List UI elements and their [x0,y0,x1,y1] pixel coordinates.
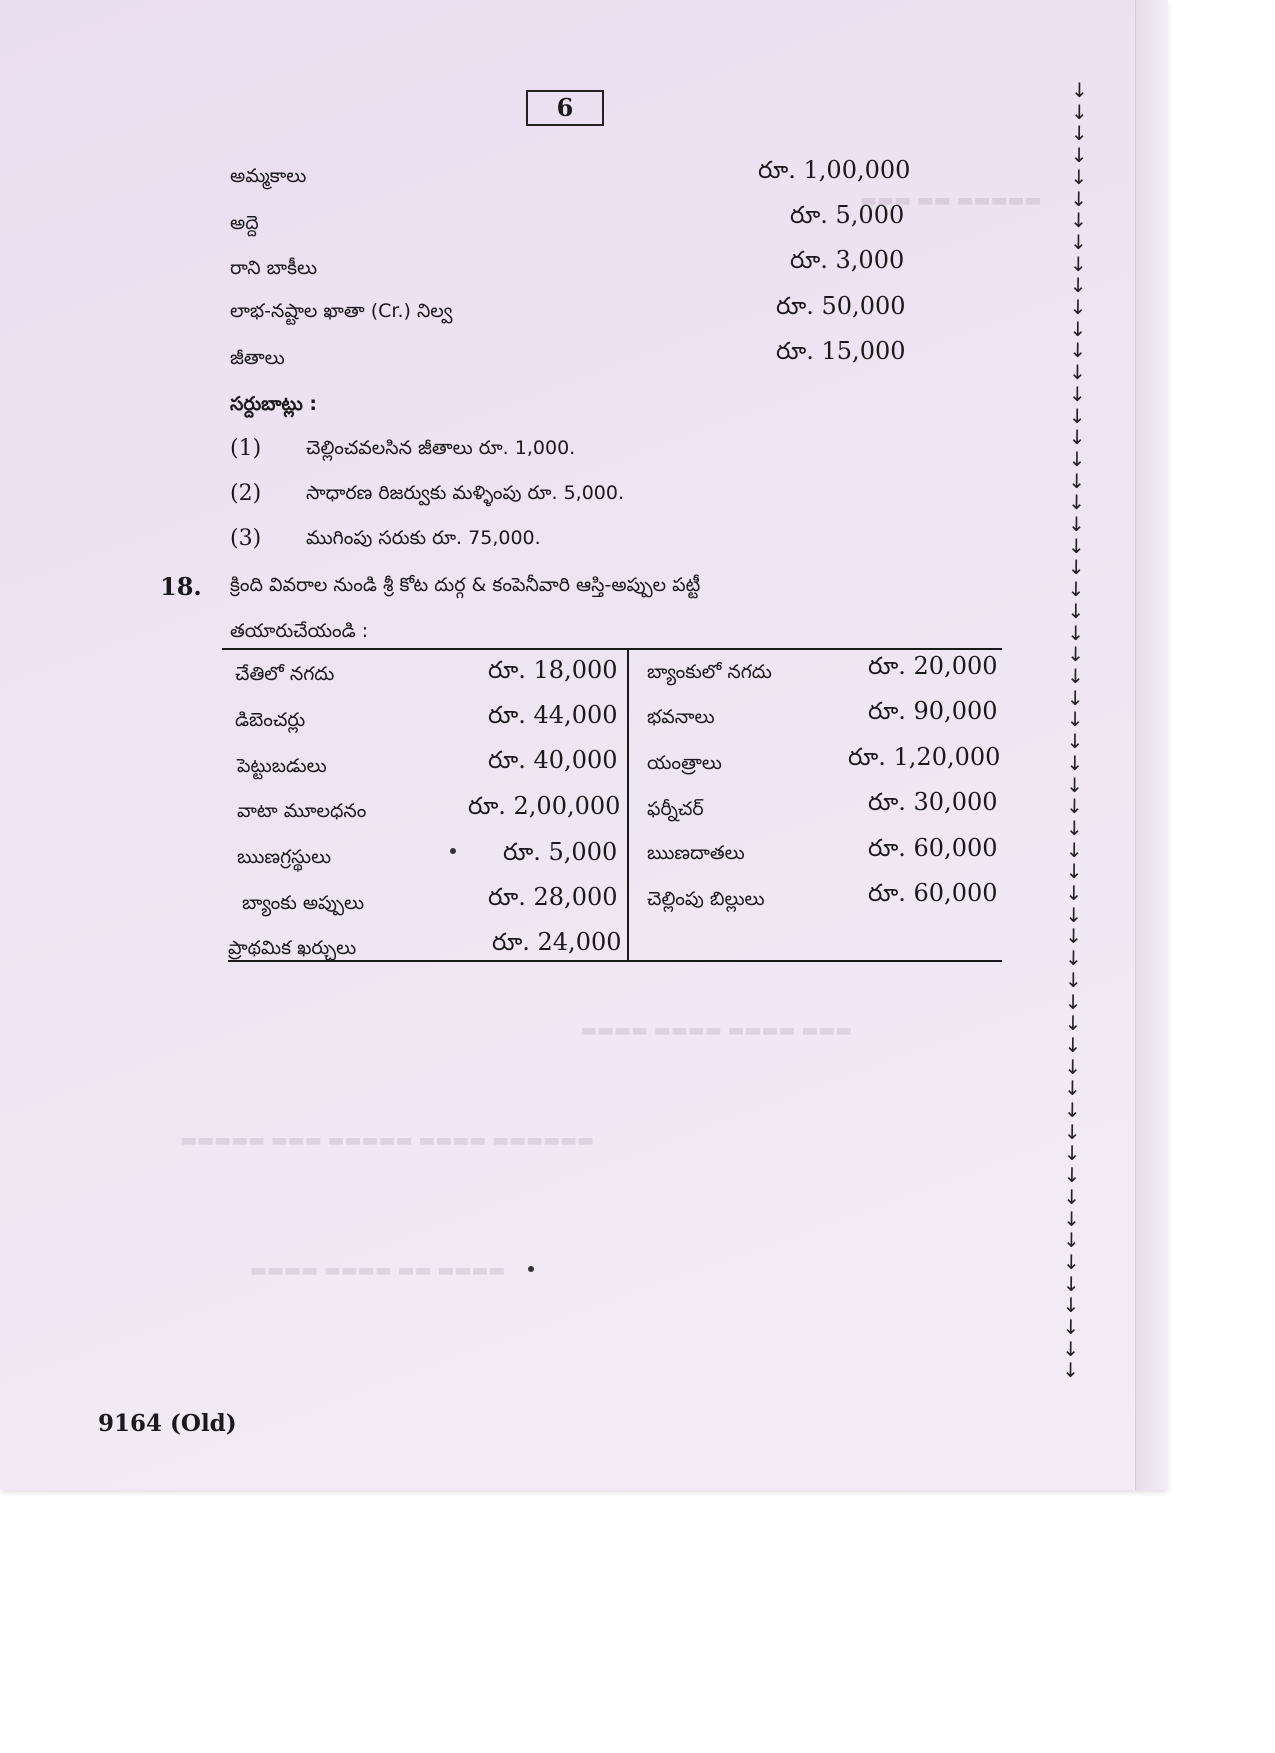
adjustments-heading: సర్దుబాట్లు : [230,393,318,415]
table-left-amount: రూ. 2,00,000 [468,792,621,820]
table-left-amount: రూ. 28,000 [488,883,618,911]
adjustment-text: ముగింపు సరుకు రూ. 75,000. [306,527,541,549]
adjustment-number: (1) [230,436,262,461]
item-label-bad-debts: రాని బాకీలు [230,257,318,279]
table-left-label: చేతిలో నగదు [235,663,335,685]
item-amount-salaries: రూ. 15,000 [776,337,906,365]
stray-ink-mark [450,848,456,854]
table-right-label: ఫర్నీచర్ [647,798,704,820]
table-right-label: ఋణదాతలు [647,842,745,864]
table-left-amount: రూ. 24,000 [492,928,622,956]
table-right-amount: రూ. 20,000 [868,652,998,680]
table-right-label: చెల్లింపు బిల్లులు [647,888,765,910]
table-right-amount: రూ. 30,000 [868,788,998,816]
table-left-label: ఋణగ్రస్థులు [237,846,332,868]
table-right-label: బ్యాంకులో నగదు [647,661,772,683]
bleed-through-text: ▬▬▬▬ ▬▬▬▬ ▬▬ ▬▬▬▬ [250,1260,506,1281]
table-left-label: బ్యాంకు అప్పులు [242,892,365,914]
table-left-amount: రూ. 18,000 [488,656,618,684]
item-label-sales: అమ్మకాలు [230,165,307,187]
adjustment-text: సాధారణ రిజర్వుకు మళ్ళింపు రూ. 5,000. [306,482,625,504]
question-text-line-2: తయారుచేయండి : [230,620,369,642]
adjustment-number: (3) [230,526,262,551]
page-number: 6 [526,90,604,126]
question-number: 18. [160,572,202,601]
item-amount-rent: రూ. 5,000 [790,201,905,229]
table-right-label: భవనాలు [647,706,715,728]
table-left-label: ప్రాథమిక ఖర్చులు [228,937,357,959]
item-amount-bad-debts: రూ. 3,000 [790,246,905,274]
margin-arrow-column: ↓↓↓↓↓↓↓↓↓↓↓↓↓↓↓↓↓↓↓↓↓↓↓↓↓↓↓↓↓↓↓↓↓↓↓↓↓↓↓↓↓↓↓↓↓↓↓↓↓↓↓↓↓↓↓↓↓↓↓↓ [1062,77,1088,1383]
bleed-through-text: ▬▬▬ ▬▬ ▬▬▬▬▬ [860,190,1042,211]
table-right-amount: రూ. 60,000 [868,834,998,862]
table-left-label: వాటా మూలధనం [237,800,367,822]
table-top-rule [222,648,1002,650]
item-label-profit-loss-balance: లాభ-నష్టాల ఖాతా (Cr.) నిల్వ [230,300,453,322]
question-text-line-1: క్రింది వివరాల నుండి శ్రీ కోట దుర్గ & కంపెనీవారి ఆస్తి-అప్పుల పట్టీ [230,574,701,596]
item-label-rent: అద్దె [230,212,259,234]
bleed-through-text: ▬▬▬▬ ▬▬▬▬ ▬▬▬▬ ▬▬▬ [580,1020,853,1041]
item-amount-profit-loss-balance: రూ. 50,000 [776,292,906,320]
table-left-amount: రూ. 44,000 [488,701,618,729]
item-amount-sales: రూ. 1,00,000 [758,156,911,184]
table-right-label: యంత్రాలు [647,752,722,774]
table-right-amount: రూ. 60,000 [868,879,998,907]
table-left-label: పెట్టుబడులు [237,755,327,777]
table-left-amount: రూ. 40,000 [488,746,618,774]
paper-edge [1135,0,1168,1490]
table-right-amount: రూ. 90,000 [868,697,998,725]
table-center-divider [627,648,629,960]
adjustment-text: చెల్లించవలసిన జీతాలు రూ. 1,000. [306,437,576,459]
table-left-amount: రూ. 5,000 [503,838,618,866]
adjustment-number: (2) [230,481,262,506]
paper-code: 9164 (Old) [98,1410,237,1437]
stray-ink-mark [528,1266,534,1272]
bleed-through-text: ▬▬▬▬▬ ▬▬▬ ▬▬▬▬▬ ▬▬▬▬ ▬▬▬▬▬▬ [180,1130,595,1151]
table-right-amount: రూ. 1,20,000 [848,743,1001,771]
item-label-salaries: జీతాలు [230,347,285,369]
table-left-label: డిబెంచర్లు [235,709,306,731]
